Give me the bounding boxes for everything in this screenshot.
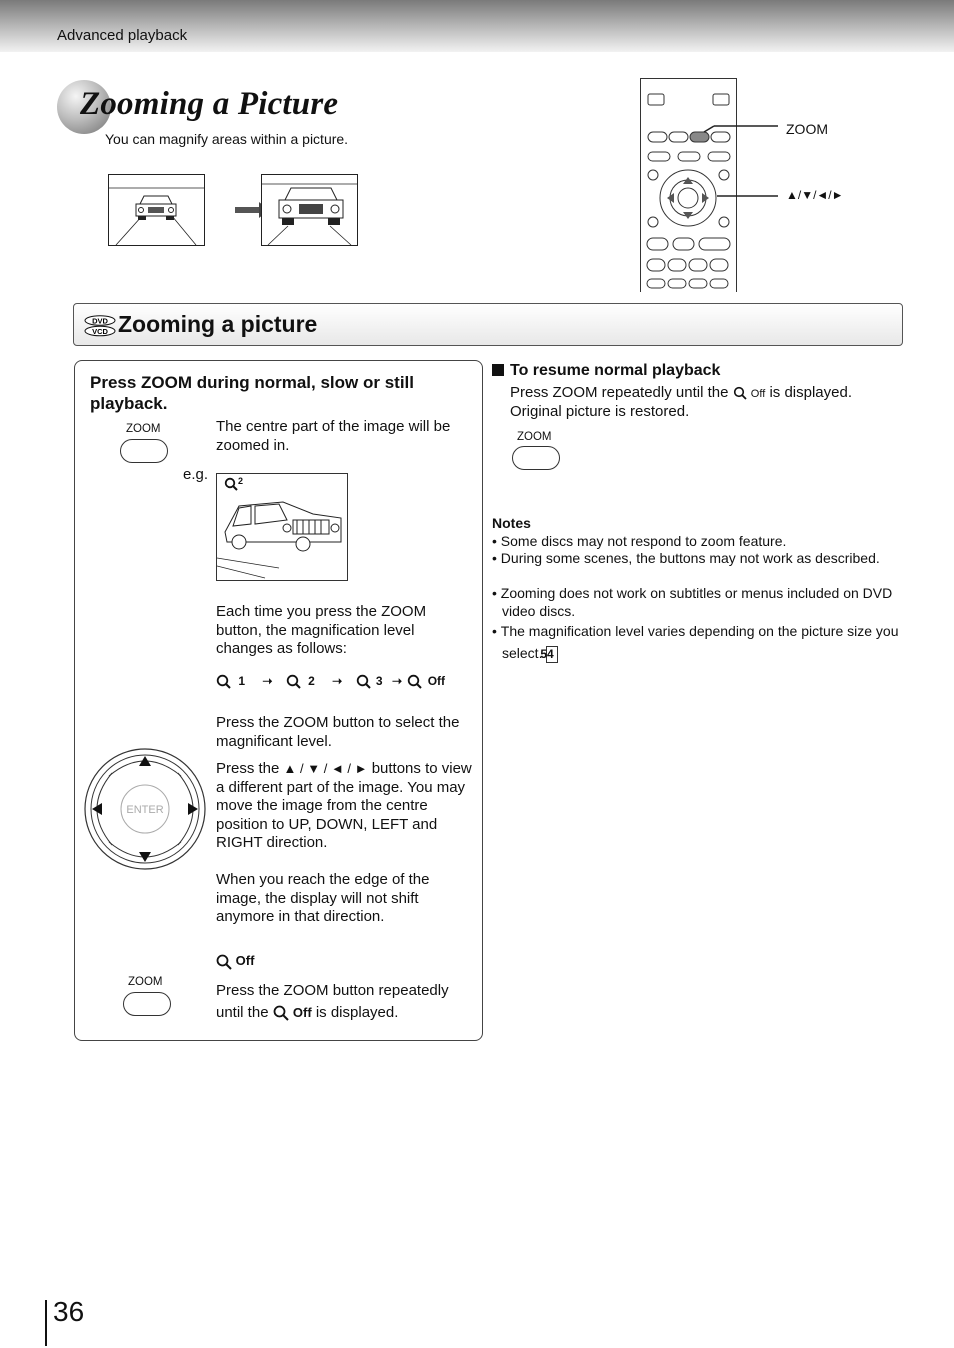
resume-line1	[510, 384, 852, 404]
resume-zoom-label: ZOOM	[517, 431, 552, 443]
magnifier-icon	[356, 674, 371, 689]
arrow-right-icon: ➝	[391, 674, 402, 688]
page-reference-link[interactable]: 54	[546, 646, 557, 663]
magnifier-icon	[224, 477, 238, 491]
magnifier-icon	[733, 386, 747, 400]
move-text	[216, 760, 474, 853]
zoom-button-1[interactable]	[120, 439, 168, 463]
repeat-text-line1: Press the ZOOM button repeatedly	[216, 982, 449, 999]
repeat-until: until the	[216, 1004, 269, 1021]
page-subtitle: You can magnify areas within a picture.	[105, 131, 349, 147]
resume-heading: To resume normal playback	[510, 362, 721, 379]
eg-label: e.g.	[183, 466, 209, 483]
edge-text: When you reach the edge of the image, the display will not shift anymore in that direction.	[216, 871, 430, 925]
sequence-level-3: 3	[375, 674, 383, 688]
note-text: Some discs may not respond to zoom feature.	[500, 533, 787, 549]
note-item: • The magnification level varies depending on the picture size you select. 54	[492, 623, 899, 661]
enter-button-label: ENTER	[126, 804, 164, 816]
arrows-inline: ▲ / ▼ / ◄ / ►	[283, 761, 368, 776]
intro-text: The centre part of the image will be zoomed in.	[216, 418, 451, 454]
car-zoom-illustration	[108, 174, 358, 247]
arrow-right-icon: ➝	[262, 674, 273, 688]
resume-zoom-button[interactable]	[512, 446, 560, 470]
off-label: Off	[235, 953, 255, 968]
sequence-level-1: 1	[238, 674, 246, 688]
resume-line2: Original picture is restored.	[510, 403, 690, 420]
callout-lines	[740, 125, 780, 200]
example-zoom-level: 2	[238, 476, 244, 486]
magnifier-icon	[216, 954, 232, 970]
magnifier-icon	[216, 674, 231, 689]
vcd-badge-text: VCD	[92, 327, 108, 336]
direction-pad[interactable]	[84, 748, 208, 872]
section-label: Advanced playback	[57, 27, 188, 44]
page-title: Zooming a Picture	[80, 86, 339, 122]
note-text: Zooming does not work on subtitles or menus included on DVD video discs.	[500, 585, 893, 619]
zoom-button-label-1: ZOOM	[126, 423, 161, 435]
zoom-button-2[interactable]	[123, 992, 171, 1016]
zoomed-car-drawing	[217, 492, 347, 580]
magnifier-icon	[407, 674, 422, 689]
bullet-square-icon	[492, 364, 504, 376]
step-heading: Press ZOOM during normal, slow or still playback.	[90, 373, 414, 413]
off-indicator	[216, 953, 254, 970]
page-number-rule	[45, 1300, 47, 1346]
sequence-off: Off	[427, 674, 446, 688]
resume-off: Off	[750, 388, 766, 400]
dvd-vcd-badge-icon	[84, 315, 116, 337]
section-title: Zooming a picture	[118, 311, 318, 337]
magnifier-icon	[286, 674, 301, 689]
remote-control-illustration	[640, 78, 740, 293]
remote-arrows-label: ▲/▼/◄/►	[786, 188, 844, 202]
sequence-level-2: 2	[308, 674, 315, 688]
zoom-button-label-2: ZOOM	[128, 976, 163, 988]
remote-zoom-label: ZOOM	[786, 121, 828, 137]
repeat-displayed: is displayed.	[315, 1004, 399, 1021]
header-band	[0, 0, 954, 52]
note-item: • Zooming does not work on subtitles or menus included on DVD video discs.	[492, 585, 893, 619]
resume-line1-b: is displayed.	[769, 384, 852, 401]
note-item: • Some discs may not respond to zoom feature.	[492, 533, 787, 549]
move-rest-text: buttons to view a different part of the image. You may move the image from the centre position to UP, DOWN, LEFT and RIGHT direction.	[216, 760, 472, 851]
dvd-badge-text: DVD	[92, 316, 108, 326]
note-text: During some scenes, the buttons may not work as described.	[500, 550, 880, 566]
note-text: The magnification level varies depending on the picture size you select.	[500, 623, 899, 661]
select-level-text: Press the ZOOM button to select the magnificant level.	[216, 714, 460, 750]
repeat-off: Off	[292, 1005, 312, 1020]
magnifier-icon	[273, 1005, 289, 1021]
note-item: • During some scenes, the buttons may not work as described.	[492, 550, 880, 566]
page-number: 36	[53, 1296, 85, 1327]
press-the-text: Press the	[216, 760, 280, 777]
resume-line1-a: Press ZOOM repeatedly until the	[510, 384, 729, 401]
zoom-sequence	[216, 674, 445, 689]
notes-title: Notes	[492, 515, 531, 531]
each-time-text: Each time you press the ZOOM button, the magnification level changes as follows:	[216, 603, 427, 657]
arrow-right-icon: ➝	[332, 674, 343, 688]
repeat-text-line2	[216, 1004, 398, 1023]
